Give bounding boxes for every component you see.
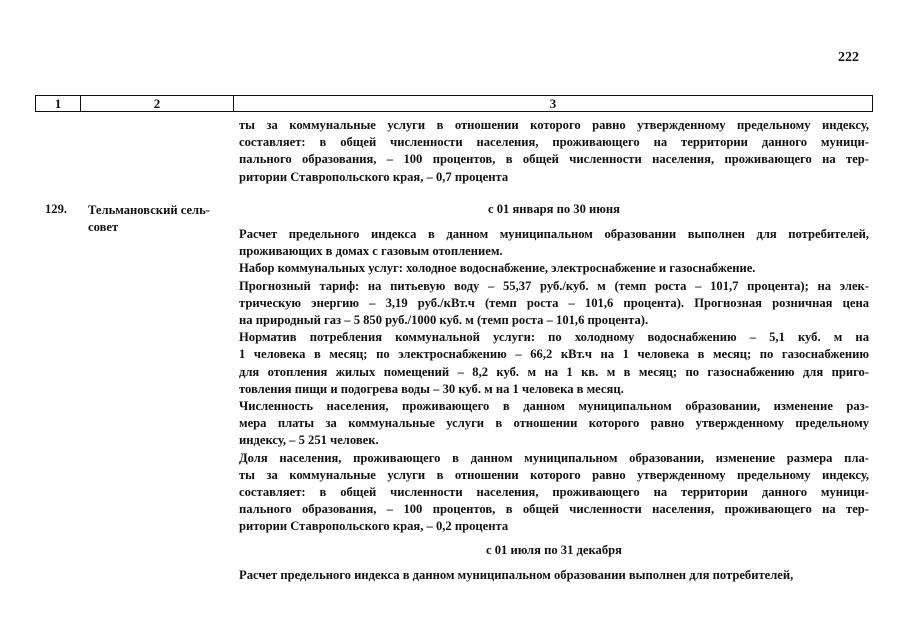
text-line: Набор коммунальных услуг: холодное водоснабжение, электроснабжение и газоснабжение. <box>239 261 756 276</box>
paragraph-calculation-basis <box>239 226 869 536</box>
text-line: индексу, – 5 251 человек. <box>239 433 379 448</box>
column-header-3: 3 <box>234 96 873 112</box>
text-line: на природный газ – 5 850 руб./1000 куб. м (темп роста – 101,6 процента). <box>239 313 649 328</box>
text-line: пального образования, – 100 процентов, в общей численности населения, проживающего на тер- <box>239 152 869 167</box>
text-line: трическую энергию – 3,19 руб./кВт.ч (темп роста – 101,6 процента). Прогнозная розничная цена <box>239 295 869 310</box>
text-line: Норматив потребления коммунальной услуги: по холодному водоснабжению – 5,1 куб. м на <box>239 330 869 345</box>
continuation-paragraph <box>239 117 869 186</box>
text-line: Расчет предельного индекса в данном муниципальном образовании выполнен для потребителей, <box>239 227 869 241</box>
text-line: составляет: в общей численности населения, проживающего на территории данного муници- <box>239 485 869 500</box>
text-line: ритории Ставропольского края, – 0,7 процента <box>239 169 509 184</box>
text-line: 1 человека в месяц; по электроснабжению – 66,2 кВт.ч на 1 человека в месяц; по газоснабжению <box>239 347 869 362</box>
text-line: Прогнозный тариф: на питьевую воду – 55,37 руб./куб. м (темп роста – 101,7 процента); на элек- <box>239 278 869 293</box>
text-line: составляет: в общей численности населения, проживающего на территории данного муници- <box>239 135 869 150</box>
entry-name <box>88 202 238 236</box>
entry-number: 129. <box>45 202 68 216</box>
period-heading-2: с 01 июля по 31 декабря <box>486 543 622 557</box>
text-line: мера платы за коммунальные услуги в отношении которого равно утвержденному предельному <box>239 416 869 431</box>
entry-name-line: совет <box>88 220 119 235</box>
table-header <box>35 95 873 112</box>
page-number: 222 <box>838 50 859 65</box>
text-line: ты за коммунальные услуги в отношении которого равно утвержденному предельному индексу, <box>239 467 869 482</box>
text-line: проживающих в домах с газовым отоплением. <box>239 244 503 259</box>
text-line: Численность населения, проживающего в данном муниципальном образовании, изменение раз- <box>239 399 869 414</box>
column-header-2: 2 <box>81 96 234 112</box>
paragraph-calculation-basis-2 <box>239 567 869 584</box>
text-line: Доля населения, проживающего в данном муниципальном образовании, изменение размера пла- <box>239 450 869 465</box>
text-line: Расчет предельного индекса в данном муниципальном образовании выполнен для потребителей, <box>239 568 794 582</box>
column-header-1: 1 <box>36 96 81 112</box>
text-line: ты за коммунальные услуги в отношении которого равно утвержденному предельному индексу, <box>239 118 869 132</box>
text-line: для отопления жилых помещений – 8,2 куб. м на 1 кв. м в месяц; по газоснабжению для приго- <box>239 364 869 379</box>
entry-name-line: Тельмановский сель- <box>88 203 210 217</box>
text-line: пального образования, – 100 процентов, в общей численности населения, проживающего на тер- <box>239 502 869 517</box>
text-line: товления пищи и подогрева воды – 30 куб. м на 1 человека в месяц. <box>239 381 624 396</box>
text-line: ритории Ставропольского края, – 0,2 процента <box>239 519 509 534</box>
period-heading-1: с 01 января по 30 июня <box>487 202 620 216</box>
